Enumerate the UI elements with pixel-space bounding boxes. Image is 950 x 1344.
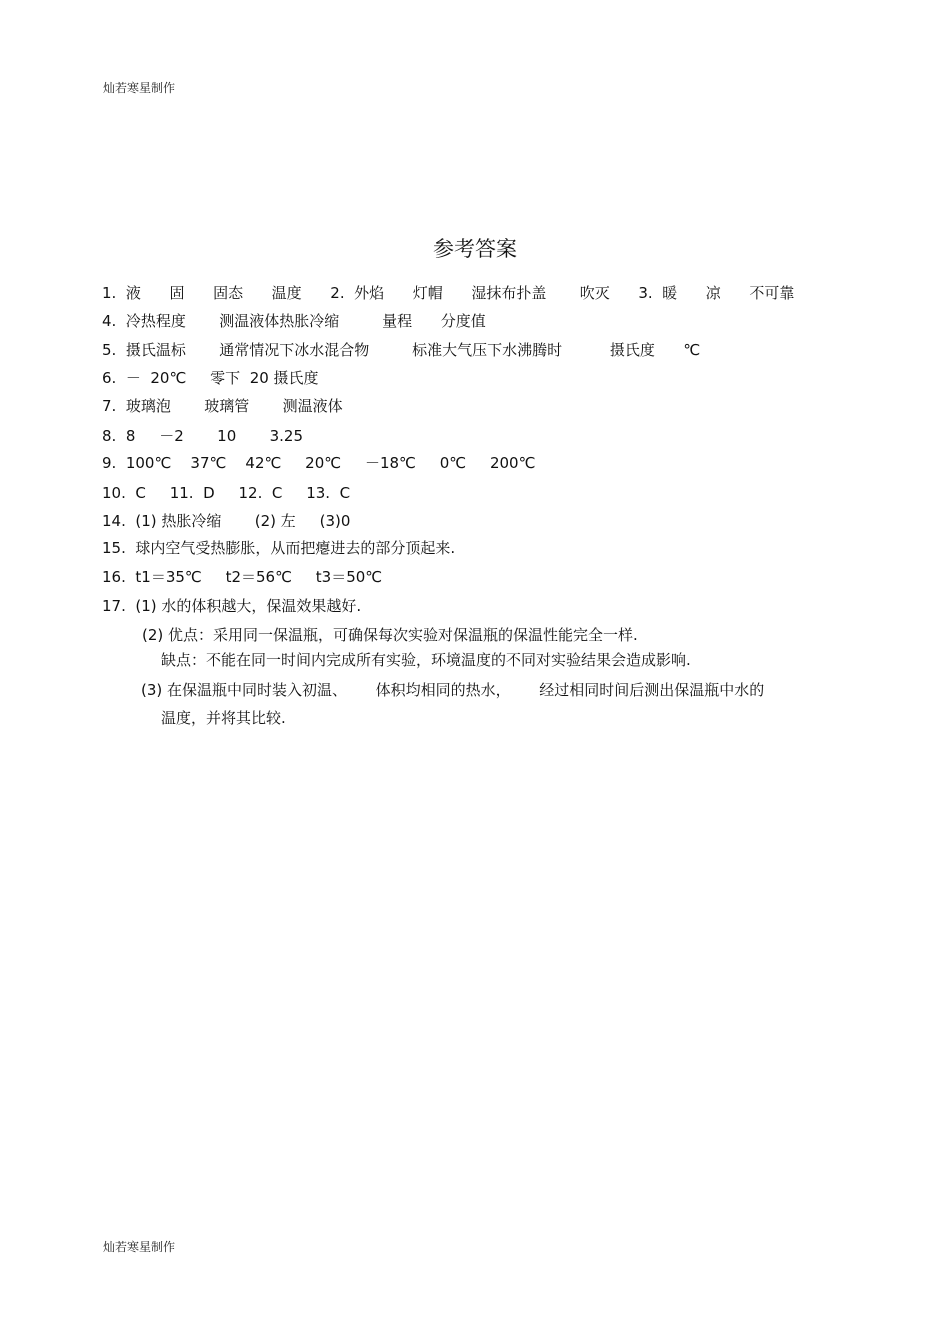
answer-line-7: 7. 玻璃泡 玻璃管 测温液体 bbox=[102, 397, 343, 415]
answer-line-14: 14. (1) 热胀冷缩 (2) 左 (3)0 bbox=[102, 512, 351, 530]
page-title: 参考答案 bbox=[433, 237, 517, 261]
answer-line-1: 1. 液 固 固态 温度 2. 外焰 灯帽 湿抹布扑盖 吹灭 3. 暖 凉 不可靠 bbox=[102, 284, 795, 302]
answer-line-17-3: (3) 在保温瓶中同时装入初温、 体积均相同的热水， 经过相同时间后测出保温瓶中水的 bbox=[141, 681, 765, 699]
answer-line-5: 5. 摄氏温标 通常情况下冰水混合物 标准大气压下水沸腾时 摄氏度 ℃ bbox=[102, 341, 701, 359]
answer-line-15: 15. 球内空气受热膨胀，从而把瘪进去的部分顶起来. bbox=[102, 539, 456, 557]
answer-line-8: 8. 8 －2 10 3.25 bbox=[102, 427, 304, 445]
answer-line-4: 4. 冷热程度 测温液体热胀冷缩 量程 分度值 bbox=[102, 312, 486, 330]
answer-line-10: 10. C 11. D 12. C 13. C bbox=[102, 484, 351, 502]
page-header: 灿若寒星制作 bbox=[103, 81, 176, 95]
answer-line-16: 16. t1＝35℃ t2＝56℃ t3＝50℃ bbox=[102, 568, 383, 586]
answer-line-17-2: (2) 优点：采用同一保温瓶，可确保每次实验对保温瓶的保温性能完全一样. bbox=[142, 626, 638, 644]
answer-line-17-3-cont: 温度，并将其比较. bbox=[161, 709, 286, 727]
page-footer: 灿若寒星制作 bbox=[103, 1240, 176, 1254]
answer-line-9: 9. 100℃ 37℃ 42℃ 20℃ －18℃ 0℃ 200℃ bbox=[102, 454, 536, 472]
answer-line-6: 6. － 20℃ 零下 20 摄氏度 bbox=[102, 369, 319, 387]
answer-line-17-2-cont: 缺点：不能在同一时间内完成所有实验，环境温度的不同对实验结果会造成影响. bbox=[161, 651, 691, 669]
answer-line-17: 17. (1) 水的体积越大，保温效果越好. bbox=[102, 597, 362, 615]
